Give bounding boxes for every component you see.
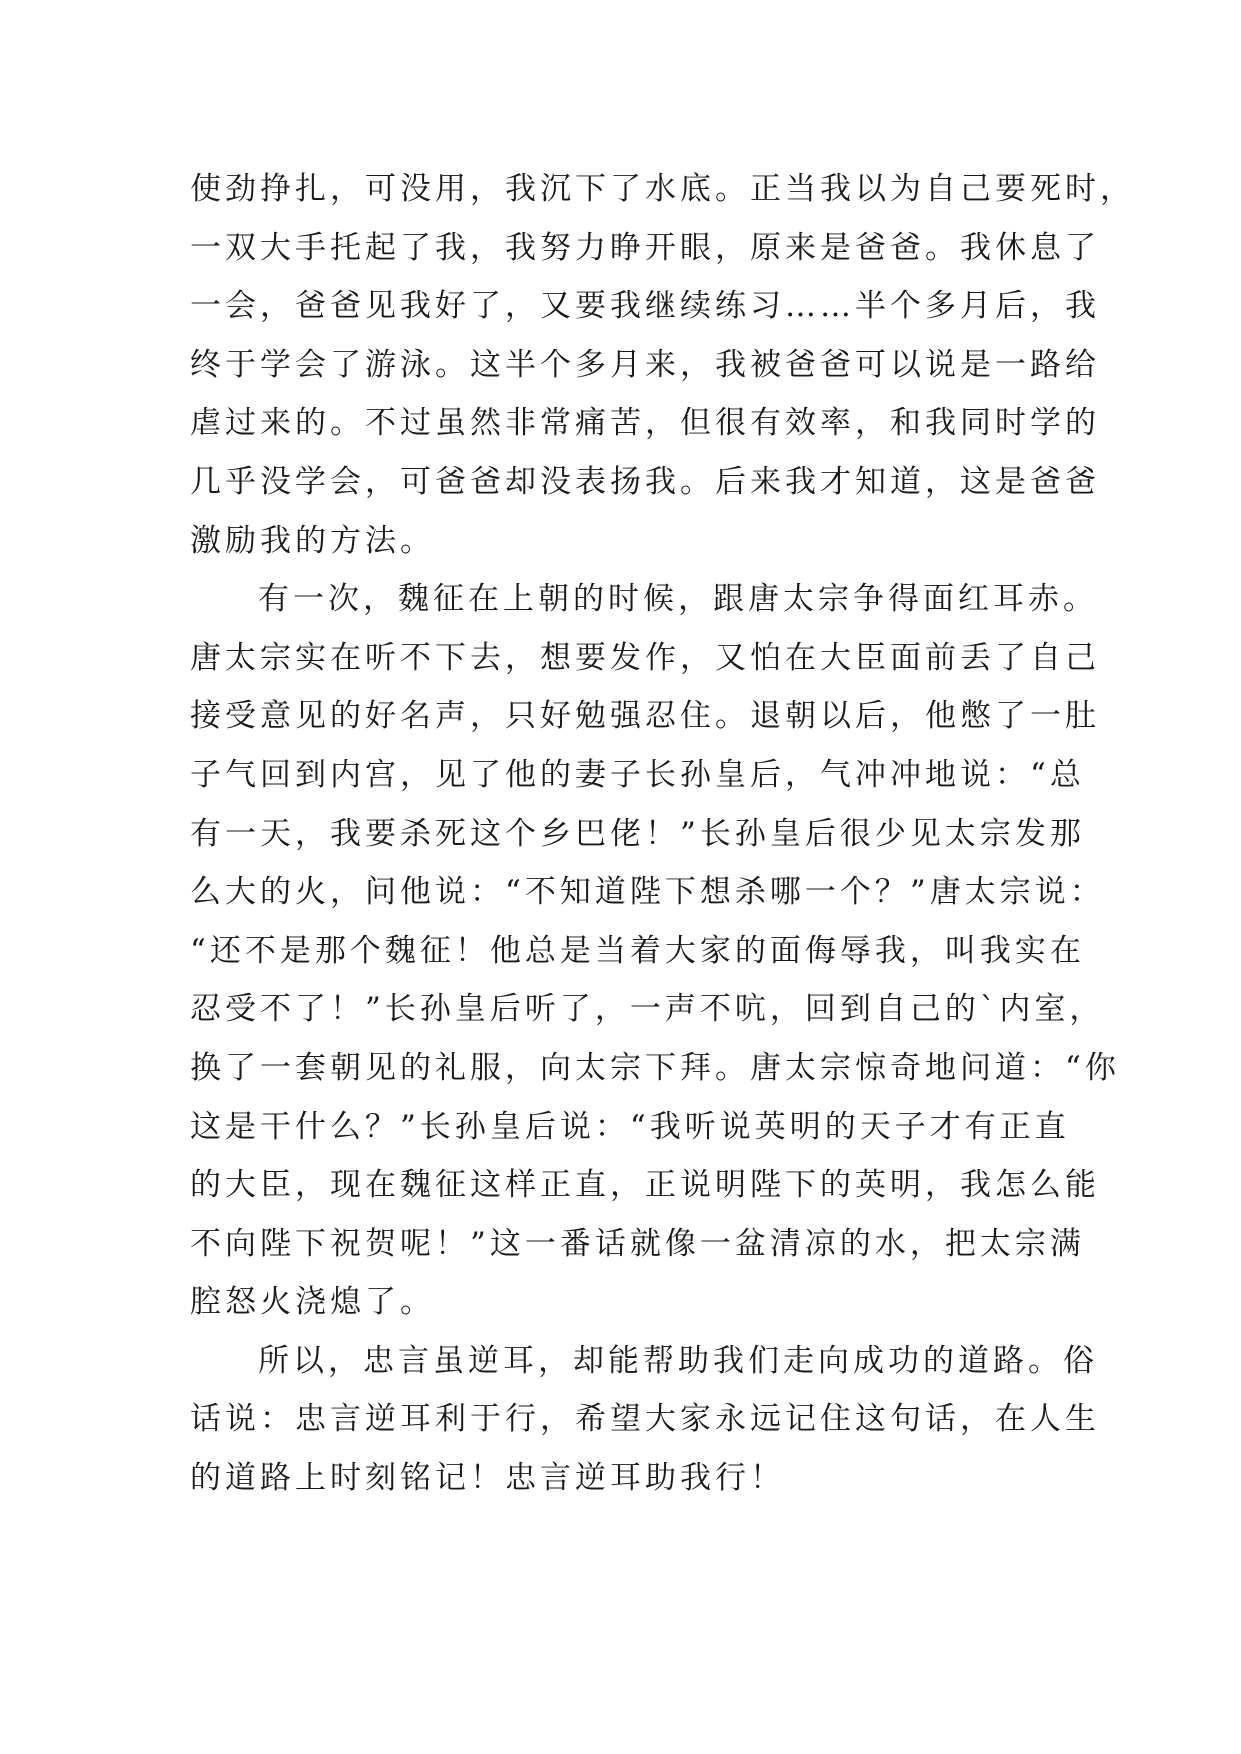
text-line: 有一次，魏征在上朝的时候，跟唐太宗争得面红耳赤。: [258, 581, 1098, 618]
text-line: 一双大手托起了我，我努力睁开眼，原来是爸爸。我休息了: [190, 229, 1100, 266]
text-line: 的大臣，现在魏征这样正直，正说明陛下的英明，我怎么能: [190, 1167, 1100, 1204]
text-line: 话说：忠言逆耳利于行，希望大家永远记住这句话，在人生: [190, 1401, 1100, 1438]
text-line: 一会，爸爸见我好了，又要我继续练习……半个多月后，我: [190, 288, 1100, 325]
text-line: 换了一套朝见的礼服，向太宗下拜。唐太宗惊奇地问道：“你: [190, 1049, 1120, 1086]
text-line: 有一天，我要杀死这个乡巴佬！”长孙皇后很少见太宗发那: [190, 815, 1085, 852]
text-line: 唐太宗实在听不下去，想要发作，又怕在大臣面前丢了自己: [190, 639, 1100, 676]
text-line: 的道路上时刻铭记！忠言逆耳助我行！: [190, 1460, 785, 1497]
paragraph: [190, 1332, 1100, 1508]
paragraph: [190, 570, 1120, 1332]
text-line: “还不是那个魏征！他总是当着大家的面侮辱我，叫我实在: [190, 932, 1085, 969]
text-line: 腔怒火浇熄了。: [190, 1284, 435, 1321]
text-line: 虐过来的。不过虽然非常痛苦，但很有效率，和我同时学的: [190, 405, 1100, 442]
body-text: [190, 160, 1135, 1508]
paragraph: [190, 160, 1135, 570]
text-line: 几乎没学会，可爸爸却没表扬我。后来我才知道，这是爸爸: [190, 463, 1100, 500]
text-line: 这是干什么？”长孙皇后说：“我听说英明的天子才有正直: [190, 1108, 1070, 1145]
text-line: 使劲挣扎，可没用，我沉下了水底。正当我以为自己要死时，: [190, 171, 1135, 207]
text-line: 激励我的方法。: [190, 522, 435, 559]
text-line: 终于学会了游泳。这半个多月来，我被爸爸可以说是一路给: [190, 346, 1100, 383]
text-line: 不向陛下祝贺呢！”这一番话就像一盆清凉的水，把太宗满: [190, 1225, 1085, 1262]
text-line: 接受意见的好名声，只好勉强忍住。退朝以后，他憋了一肚: [190, 698, 1100, 735]
text-line: 所以，忠言虽逆耳，却能帮助我们走向成功的道路。俗: [258, 1342, 1098, 1379]
text-line: 子气回到内宫，见了他的妻子长孙皇后，气冲冲地说：“总: [190, 756, 1085, 793]
text-line: 忍受不了！”长孙皇后听了，一声不吭，回到自己的`内室，: [190, 991, 1105, 1028]
text-line: 么大的火，问他说：“不知道陛下想杀哪一个？”唐太宗说：: [190, 874, 1105, 911]
